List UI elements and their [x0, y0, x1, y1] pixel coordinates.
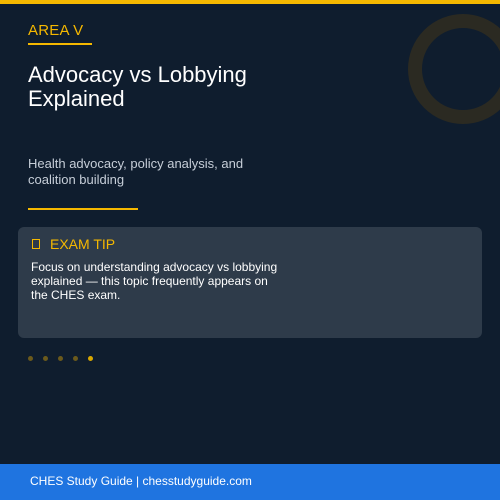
- page-title: Advocacy vs Lobbying Explained: [28, 62, 247, 111]
- area-underline: [28, 43, 92, 45]
- pagination-dot[interactable]: [88, 356, 93, 361]
- page-subtitle: Health advocacy, policy analysis, and coalition building: [28, 156, 244, 187]
- top-accent-bar: [0, 0, 500, 4]
- pagination-dot[interactable]: [58, 356, 63, 361]
- footer-text: CHES Study Guide | chesstudyguide.com: [30, 474, 252, 488]
- pagination-dot[interactable]: [73, 356, 78, 361]
- pagination-dot[interactable]: [43, 356, 48, 361]
- exam-tip-title: EXAM TIP: [50, 236, 116, 252]
- exam-tip-card: [18, 227, 482, 338]
- section-divider: [28, 208, 138, 210]
- pagination-dots: [28, 356, 93, 361]
- footer-bar: [0, 464, 500, 500]
- decorative-ring: [408, 14, 500, 124]
- area-label: AREA V: [28, 22, 84, 39]
- exam-tip-text: Focus on understanding advocacy vs lobbying explained — this topic frequently appears on the CHES exam.: [31, 260, 278, 302]
- bookmark-icon: [32, 239, 40, 249]
- pagination-dot[interactable]: [28, 356, 33, 361]
